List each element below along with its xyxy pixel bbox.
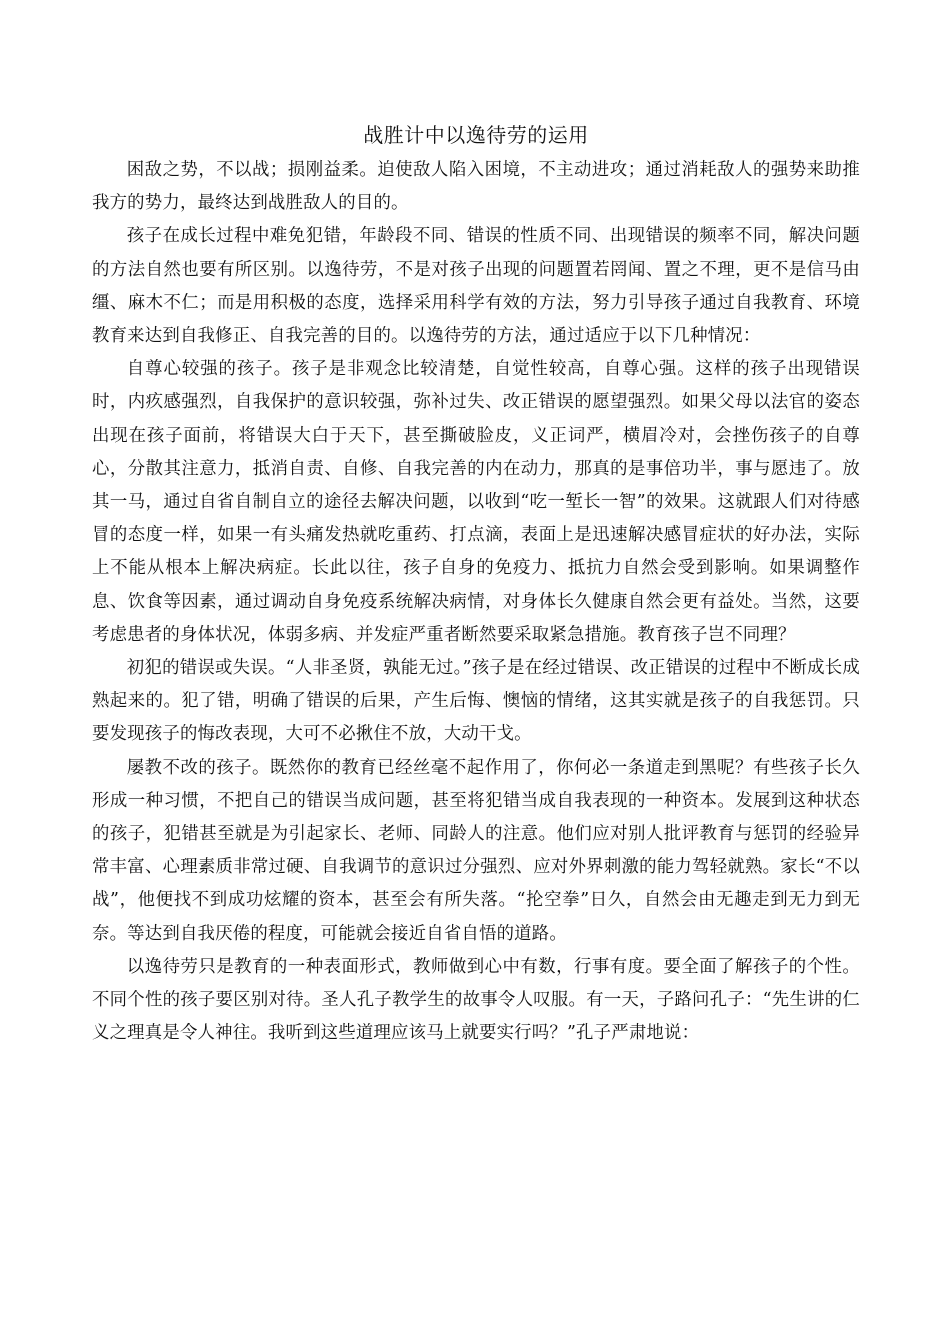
document-title: 战胜计中以逸待劳的运用 xyxy=(363,123,589,147)
paragraph-self-esteem: 自尊心较强的孩子。孩子是非观念比较清楚，自觉性较高，自尊心强。这样的孩子出现错误时，内疚感强烈，自我保护的意识较强，弥补过失、改正错误的愿望强烈。如果父母以法官的姿态出现在孩子面前，将错误大白于天下，甚至撕破脸皮，义正词严，横眉冷对，会挫伤孩子的自尊心，分散其注意力，抵消自责、自修、自我完善的内在动力，那真的是事倍功半，事与愿违了。放其一马，通过自省自制自立的途径去解决问题，以收到“吃一堑长一智”的效果。这就跟人们对待感冒的态度一样，如果一有头痛发热就吃重药、打点滴，表面上是迅速解决感冒症状的好办法，实际上不能从根本上解决病症。长此以往，孩子自身的免疫力、抵抗力自然会受到影响。如果调整作息、饮食等因素，通过调动自身免疫系统解决病情，对身体长久健康自然会更有益处。当然，这要考虑患者的身体状况，体弱多病、并发症严重者断然要采取紧急措施。教育孩子岂不同理？ xyxy=(92,359,860,645)
paragraph-method: 孩子在成长过程中难免犯错，年龄段不同、错误的性质不同、出现错误的频率不同，解决问题的方法自然也要有所区别。以逸待劳，不是对孩子出现的问题置若罔闻、置之不理，更不是信马由缰、麻木不仁；而是用积极的态度，选择采用科学有效的方法，努力引导孩子通过自我教育、环境教育来达到自我修正、自我完善的目的。以逸待劳的方法，通过适应于以下几种情况： xyxy=(92,226,860,347)
document-page xyxy=(92,118,860,1050)
paragraph-conclusion: 以逸待劳只是教育的一种表面形式，教师做到心中有数，行事有度。要全面了解孩子的个性。不同个性的孩子要区别对待。圣人孔子教学生的故事令人叹服。有一天，子路问孔子：“先生讲的仁义之理真是令人神往。我听到这些道理应该马上就要实行吗？”孔子严肃地说： xyxy=(92,956,860,1044)
paragraph-first-offense: 初犯的错误或失误。“人非圣贤，孰能无过。”孩子是在经过错误、改正错误的过程中不断成长成熟起来的。犯了错，明确了错误的后果，产生后悔、懊恼的情绪，这其实就是孩子的自我惩罚。只要发现孩子的悔改表现，大可不必揪住不放，大动干戈。 xyxy=(92,658,860,745)
paragraph-intro: 困敌之势，不以战；损刚益柔。迫使敌人陷入困境，不主动进攻；通过消耗敌人的强势来助推我方的势力，最终达到战胜敌人的目的。 xyxy=(92,160,860,214)
paragraph-repeat-offense: 屡教不改的孩子。既然你的教育已经丝毫不起作用了，你何必一条道走到黑呢？有些孩子长久形成一种习惯，不把自己的错误当成问题，甚至将犯错当成自我表现的一种资本。发展到这种状态的孩子，犯错甚至就是为引起家长、老师、同龄人的注意。他们应对别人批评教育与惩罚的经验异常丰富、心理素质非常过硬、自我调节的意识过分强烈、应对外界刺激的能力驾轻就熟。家长“不以战”，他便找不到成功炫耀的资本，甚至会有所失落。“抡空拳”日久，自然会由无趣走到无力到无奈。等达到自我厌倦的程度，可能就会接近自省自悟的道路。 xyxy=(92,757,860,944)
